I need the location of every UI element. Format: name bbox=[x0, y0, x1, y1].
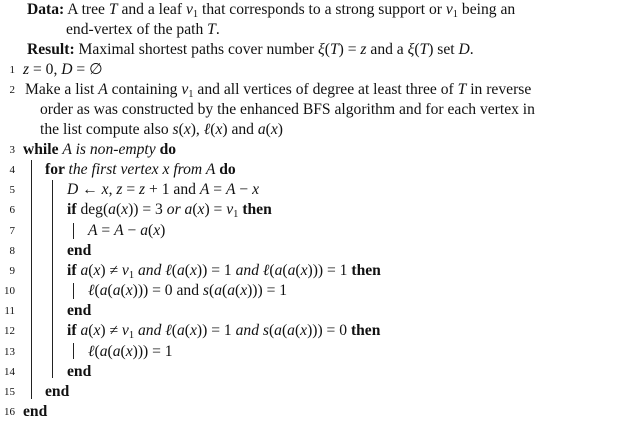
math-segment: T bbox=[207, 21, 216, 38]
text-segment: ( bbox=[295, 262, 301, 279]
math-segment: x bbox=[300, 322, 308, 339]
math-segment: a bbox=[140, 222, 149, 239]
math-segment: a bbox=[108, 201, 116, 218]
keyword: end bbox=[45, 383, 70, 400]
math-segment: T bbox=[457, 81, 467, 98]
text-segment: ( bbox=[115, 201, 122, 218]
math-segment: A bbox=[114, 222, 124, 239]
algorithm-line bbox=[88, 342, 173, 362]
line-number: 6 bbox=[9, 204, 15, 216]
math-segment: A bbox=[98, 81, 108, 98]
math-segment: ξ bbox=[318, 41, 325, 58]
math-segment: x bbox=[240, 282, 248, 299]
text-segment: ( bbox=[208, 282, 215, 299]
math-segment: s bbox=[172, 121, 179, 138]
text-segment: ))) = 0 and bbox=[132, 282, 203, 299]
text-segment: ))) = 1 bbox=[247, 282, 288, 299]
text-segment: = bbox=[97, 222, 115, 239]
algorithm-line bbox=[27, 0, 515, 20]
while-block-bar bbox=[31, 160, 32, 399]
text-segment: ( bbox=[281, 322, 288, 339]
math-segment: A bbox=[199, 181, 210, 198]
if-block-bar bbox=[73, 283, 74, 299]
math-segment: a bbox=[80, 322, 89, 339]
math-segment: x bbox=[125, 282, 133, 299]
math-segment: and ℓ bbox=[134, 322, 172, 339]
math-segment: z bbox=[23, 61, 30, 78]
math-segment: v bbox=[121, 262, 129, 279]
text-segment: order as was constructed by the enhanced BFS algorithm and for each vertex in bbox=[40, 101, 535, 118]
text-segment: being an bbox=[458, 1, 516, 18]
subscript: 1 bbox=[452, 9, 459, 20]
keyword: end bbox=[67, 242, 92, 259]
subscript: 1 bbox=[192, 9, 199, 20]
math-segment: a bbox=[287, 262, 296, 279]
algorithm-line bbox=[27, 40, 474, 60]
text-segment: and a bbox=[366, 41, 408, 58]
math-segment: x bbox=[270, 121, 278, 138]
math-segment: a bbox=[176, 262, 185, 279]
text-segment: ( bbox=[88, 322, 94, 339]
text-segment: A tree bbox=[64, 1, 109, 18]
math-segment: x bbox=[125, 343, 133, 360]
text-segment: and a leaf bbox=[117, 1, 186, 18]
text-segment: − bbox=[123, 222, 141, 239]
math-segment: v bbox=[226, 201, 234, 218]
keyword: then bbox=[347, 262, 381, 279]
keyword: then bbox=[347, 322, 381, 339]
text-segment: = bbox=[122, 181, 140, 198]
algorithm-line bbox=[67, 241, 91, 261]
keyword: do bbox=[215, 161, 236, 178]
math-segment: z bbox=[139, 181, 146, 198]
text-segment: ) = bbox=[204, 201, 227, 218]
math-segment: a bbox=[214, 282, 222, 299]
text-segment: ( bbox=[234, 282, 241, 299]
algorithm-line bbox=[67, 180, 259, 200]
text-segment: ( bbox=[148, 222, 154, 239]
text-segment: in reverse bbox=[466, 81, 532, 98]
math-segment: a bbox=[99, 343, 108, 360]
algorithm-line bbox=[45, 382, 69, 402]
keyword: if bbox=[67, 262, 81, 279]
line-number: 10 bbox=[4, 285, 15, 297]
math-segment: a bbox=[257, 121, 266, 138]
text-segment: ( bbox=[210, 121, 216, 138]
math-segment: x bbox=[93, 262, 101, 279]
text-segment: ( bbox=[107, 343, 113, 360]
math-segment: a bbox=[99, 282, 108, 299]
text-segment: ) bbox=[277, 121, 283, 138]
algorithm-line bbox=[67, 200, 272, 220]
math-segment: ℓ bbox=[88, 343, 95, 360]
keyword: end bbox=[67, 302, 92, 319]
line-number: 15 bbox=[4, 386, 15, 398]
math-segment: ℓ bbox=[203, 121, 211, 138]
if-block-bar bbox=[73, 223, 74, 239]
math-segment: v bbox=[445, 1, 453, 18]
math-segment: A bbox=[225, 181, 236, 198]
algorithm-line bbox=[23, 140, 176, 160]
text-segment: , bbox=[108, 181, 117, 198]
math-segment: A bbox=[88, 222, 98, 239]
text-segment: . bbox=[469, 41, 474, 58]
math-segment: x bbox=[189, 262, 197, 279]
math-segment: D bbox=[67, 181, 79, 198]
math-segment: or bbox=[166, 201, 185, 218]
line-number: 11 bbox=[4, 305, 15, 317]
text-segment: ( bbox=[265, 121, 271, 138]
math-segment: ξ bbox=[407, 41, 415, 58]
text-segment: ← bbox=[78, 181, 102, 198]
text-segment: ), bbox=[190, 121, 204, 138]
text-segment: ))) = 1 bbox=[307, 262, 348, 279]
math-segment: x bbox=[300, 262, 308, 279]
text-segment: ( bbox=[414, 41, 420, 58]
math-segment: x bbox=[197, 201, 205, 218]
keyword: then bbox=[238, 201, 272, 218]
text-segment: . bbox=[215, 21, 220, 38]
math-segment: x bbox=[101, 181, 109, 198]
math-segment: a bbox=[176, 322, 185, 339]
algorithm-line bbox=[88, 221, 165, 241]
subscript: 1 bbox=[128, 330, 135, 341]
text-segment: )) = 3 bbox=[128, 201, 167, 218]
text-segment: )) = 1 bbox=[196, 322, 236, 339]
algorithm-line bbox=[67, 261, 381, 281]
keyword: while bbox=[23, 141, 63, 158]
math-segment: a bbox=[274, 322, 282, 339]
algorithm-line bbox=[66, 20, 220, 40]
text-segment: + 1 and bbox=[145, 181, 200, 198]
math-segment: the first vertex x from A bbox=[68, 161, 216, 178]
text-segment: ( bbox=[268, 322, 275, 339]
text-segment: ( bbox=[94, 282, 100, 299]
line-number: 4 bbox=[9, 164, 15, 176]
line-number: 8 bbox=[9, 245, 15, 257]
algorithm-line bbox=[40, 120, 283, 140]
line-number: 1 bbox=[9, 64, 15, 76]
math-segment: a bbox=[287, 322, 295, 339]
text-segment: the list compute also bbox=[40, 121, 173, 138]
text-segment: )) = 1 bbox=[196, 262, 236, 279]
text-segment: ) ≠ bbox=[100, 322, 122, 339]
text-segment: ( bbox=[107, 282, 113, 299]
math-segment: s bbox=[202, 282, 209, 299]
algorithm-line bbox=[25, 80, 531, 100]
text-segment: ( bbox=[88, 262, 94, 279]
line-number: 16 bbox=[4, 406, 15, 418]
keyword: Result: bbox=[27, 41, 75, 58]
for-block-bar bbox=[52, 180, 53, 378]
text-segment: Make a list bbox=[25, 81, 99, 98]
math-segment: D bbox=[61, 61, 73, 78]
math-segment: x bbox=[183, 121, 191, 138]
keyword: do bbox=[155, 141, 177, 158]
math-segment: a bbox=[274, 262, 283, 279]
math-segment: T bbox=[419, 41, 429, 58]
text-segment: ( bbox=[120, 343, 126, 360]
text-segment: ( bbox=[94, 343, 100, 360]
subscript: 1 bbox=[233, 209, 239, 220]
text-segment: Maximal shortest paths cover number bbox=[74, 41, 319, 58]
math-segment: and ℓ bbox=[235, 262, 270, 279]
math-segment: a bbox=[184, 201, 193, 218]
math-segment: z bbox=[360, 41, 367, 58]
algorithm-line bbox=[67, 321, 380, 341]
math-segment: a bbox=[80, 262, 89, 279]
text-segment: that corresponds to a strong support or bbox=[198, 1, 446, 18]
math-segment: x bbox=[215, 121, 223, 138]
subscript: 1 bbox=[188, 89, 194, 100]
keyword: if bbox=[67, 201, 81, 218]
algorithm-line bbox=[67, 362, 91, 382]
text-segment: ) ≠ bbox=[100, 262, 122, 279]
text-segment: = ∅ bbox=[72, 61, 103, 78]
text-segment: ) bbox=[160, 222, 166, 239]
algorithm-line bbox=[40, 100, 535, 120]
text-segment: ( bbox=[184, 262, 190, 279]
math-segment: T bbox=[329, 41, 339, 58]
algorithm-line bbox=[45, 160, 236, 180]
text-segment: ( bbox=[269, 262, 275, 279]
text-segment: ( bbox=[221, 282, 228, 299]
keyword: end bbox=[67, 363, 92, 380]
math-segment: a bbox=[112, 282, 121, 299]
text-segment: ( bbox=[192, 201, 198, 218]
text-segment: ( bbox=[171, 262, 177, 279]
keyword: Data: bbox=[27, 1, 65, 18]
text-segment: ( bbox=[171, 322, 177, 339]
line-number: 9 bbox=[9, 265, 15, 277]
algorithm-line bbox=[88, 281, 287, 301]
line-number: 12 bbox=[4, 325, 15, 337]
text-segment: deg( bbox=[80, 201, 109, 218]
line-number: 7 bbox=[9, 225, 15, 237]
math-segment: v bbox=[181, 81, 189, 98]
text-segment: ) set bbox=[428, 41, 459, 58]
math-segment: x bbox=[121, 201, 129, 218]
text-segment: ( bbox=[184, 322, 190, 339]
line-number: 13 bbox=[4, 346, 15, 358]
algorithm-line bbox=[67, 301, 91, 321]
text-segment: ( bbox=[120, 282, 126, 299]
subscript: 1 bbox=[128, 270, 135, 281]
math-segment: z bbox=[116, 181, 123, 198]
text-segment: and all vertices of degree at least three of bbox=[193, 81, 458, 98]
math-segment: and s bbox=[235, 322, 269, 339]
math-segment: x bbox=[252, 181, 259, 198]
text-segment: ( bbox=[282, 262, 288, 279]
line-number: 14 bbox=[4, 366, 15, 378]
math-segment: D bbox=[458, 41, 470, 58]
keyword: if bbox=[67, 322, 81, 339]
math-segment: v bbox=[185, 1, 193, 18]
math-segment: ℓ bbox=[88, 282, 95, 299]
line-number: 3 bbox=[9, 144, 15, 156]
math-segment: T bbox=[108, 1, 118, 18]
if-block-bar bbox=[73, 343, 74, 359]
math-segment: x bbox=[189, 322, 197, 339]
keyword: end bbox=[23, 403, 48, 420]
text-segment: ( bbox=[294, 322, 301, 339]
text-segment: = bbox=[209, 181, 226, 198]
math-segment: x bbox=[153, 222, 161, 239]
math-segment: A is non-empty bbox=[62, 141, 156, 158]
algorithm-line bbox=[23, 402, 47, 422]
text-segment: − bbox=[235, 181, 253, 198]
math-segment: and ℓ bbox=[134, 262, 172, 279]
text-segment: ) = bbox=[338, 41, 361, 58]
math-segment: v bbox=[121, 322, 129, 339]
text-segment: = 0, bbox=[29, 61, 62, 78]
text-segment: end-vertex of the path bbox=[66, 21, 208, 38]
text-segment: ))) = 0 bbox=[307, 322, 348, 339]
line-number: 5 bbox=[9, 184, 15, 196]
text-segment: ))) = 1 bbox=[132, 343, 173, 360]
text-segment: ( bbox=[324, 41, 330, 58]
math-segment: x bbox=[93, 322, 101, 339]
text-segment: ( bbox=[178, 121, 184, 138]
text-segment: containing bbox=[107, 81, 182, 98]
line-number: 2 bbox=[9, 84, 15, 96]
algorithm-line bbox=[23, 60, 103, 80]
keyword: for bbox=[45, 161, 69, 178]
math-segment: a bbox=[112, 343, 121, 360]
math-segment: a bbox=[227, 282, 235, 299]
text-segment: ) and bbox=[222, 121, 258, 138]
